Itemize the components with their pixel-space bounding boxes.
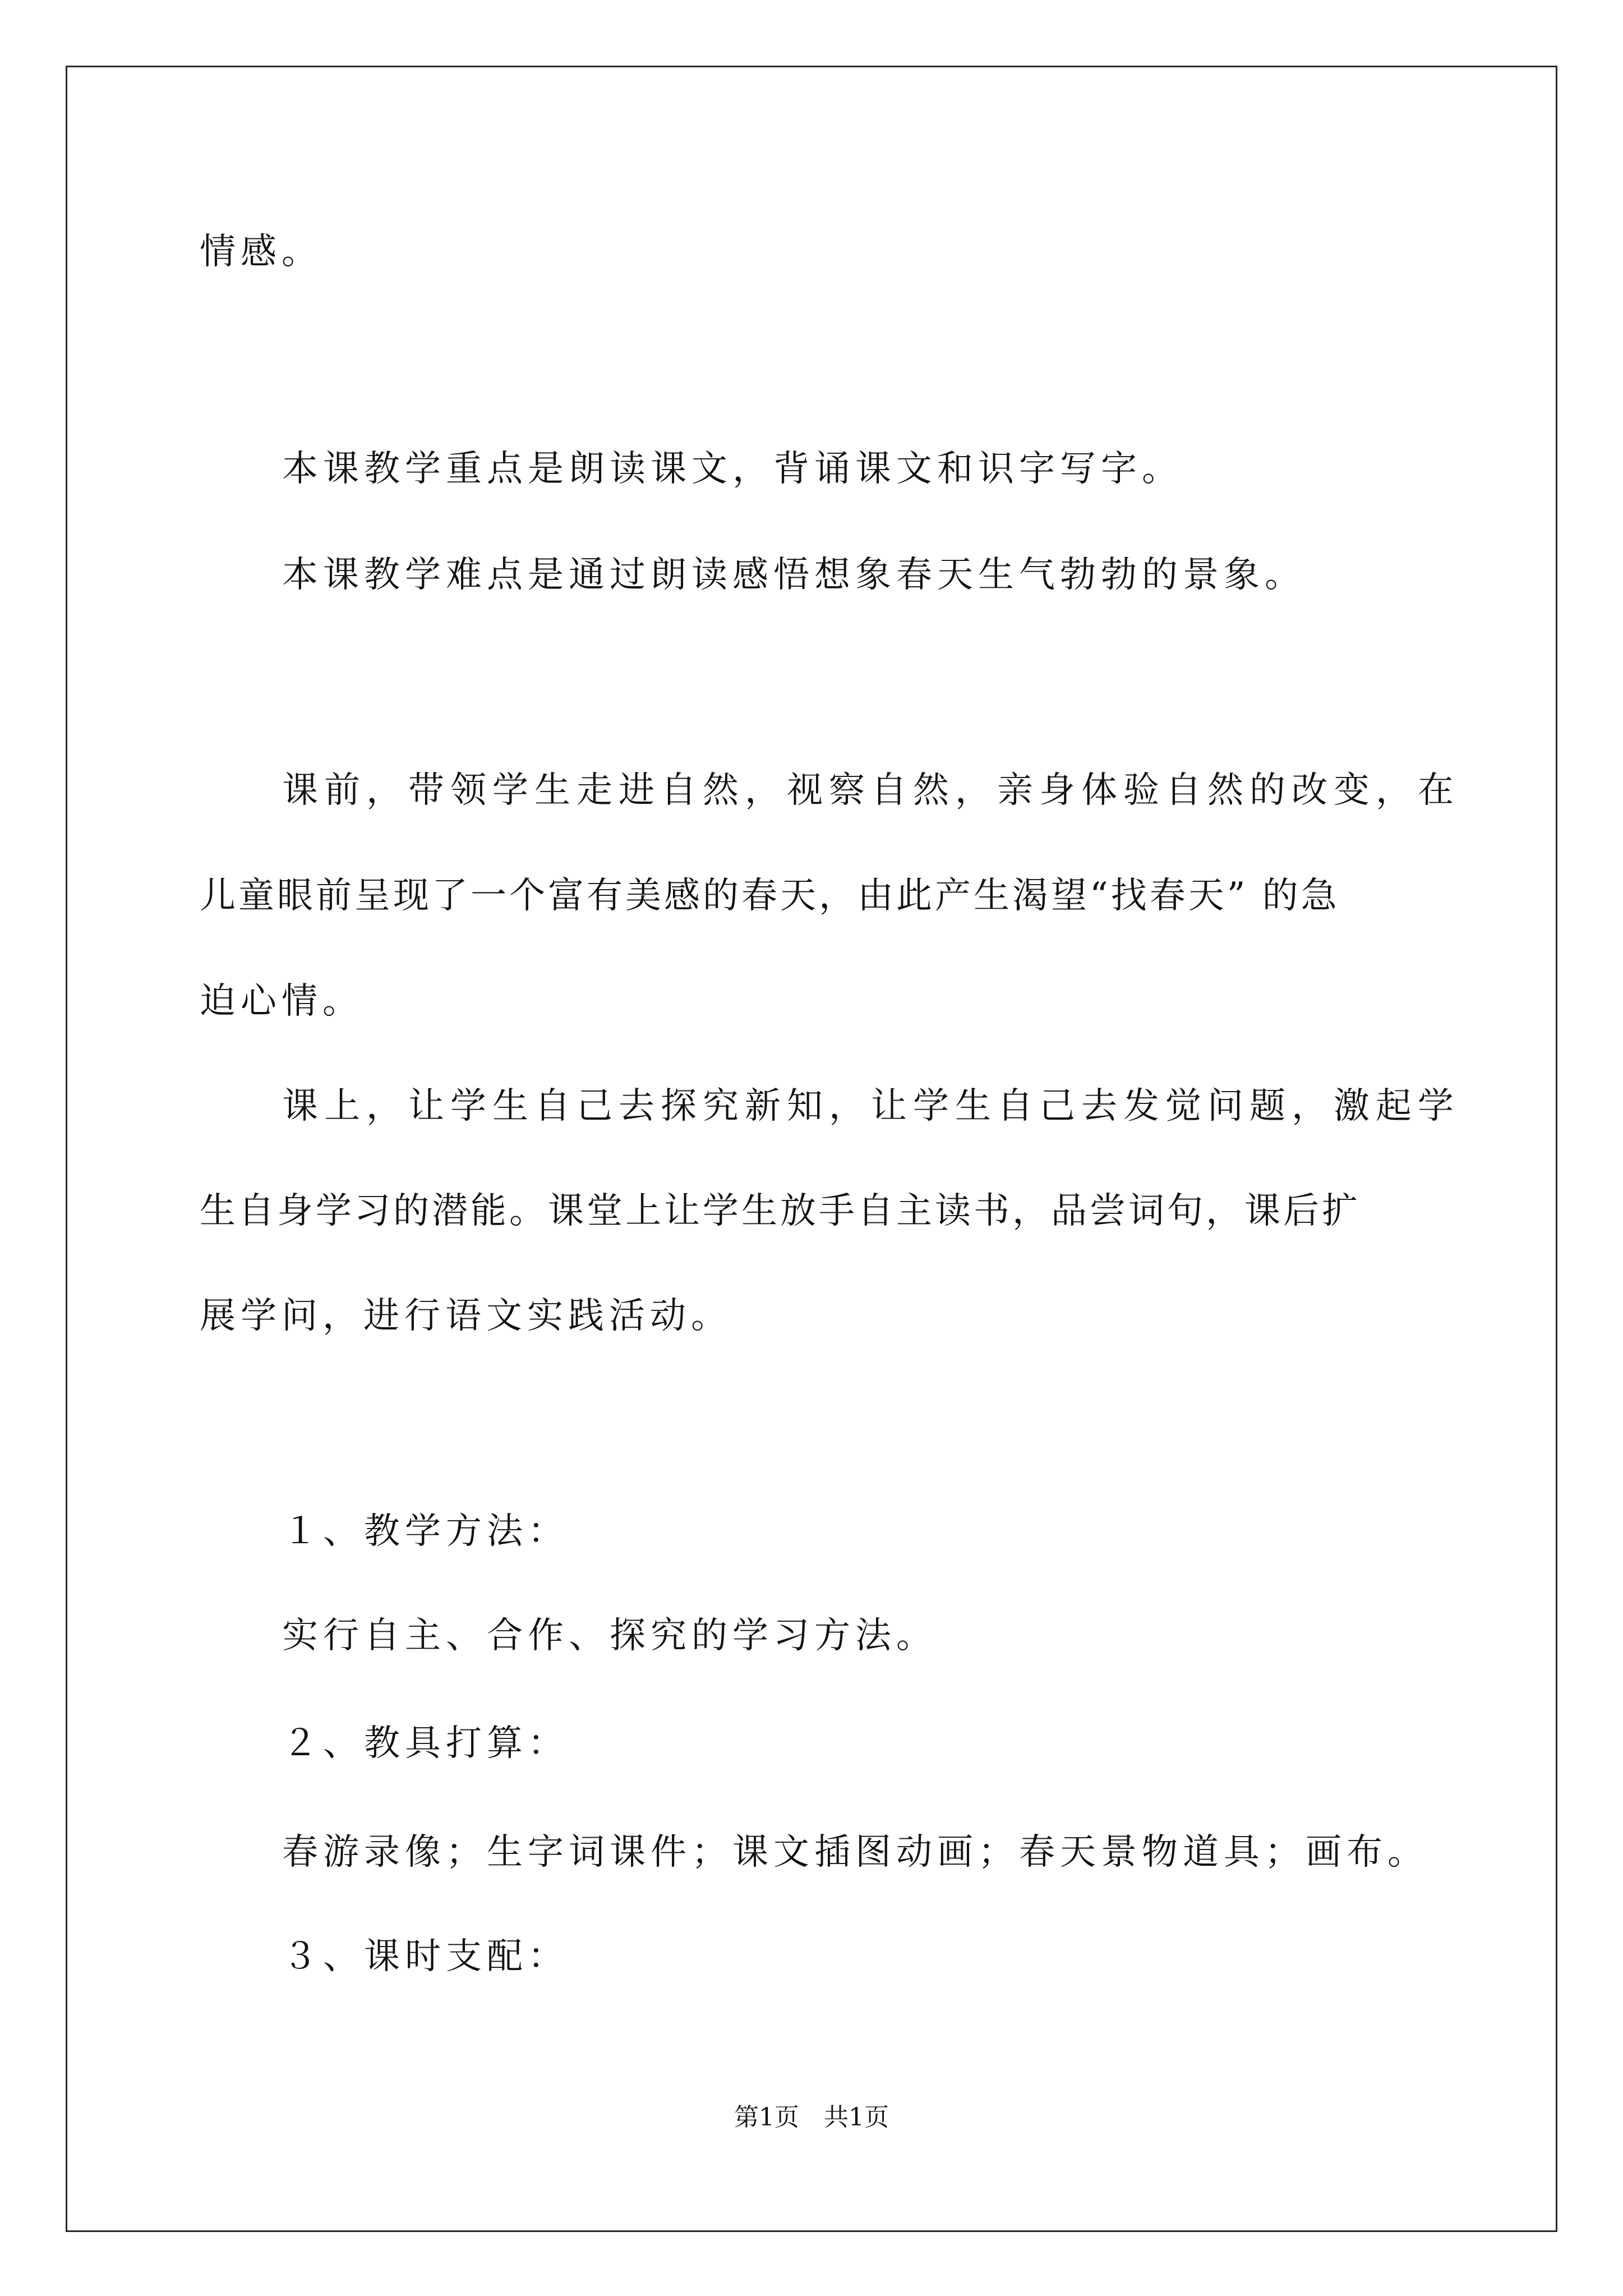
text-line-6: 迫心情。 (200, 981, 363, 1022)
text-line-12: ２、教具打算： (282, 1723, 569, 1764)
text-line-2: 本课教学重点是朗读课文，背诵课文和识字写字。 (282, 448, 1183, 490)
page-number-footer: 第1页 共1页 (734, 2103, 889, 2132)
text-line-7: 课上，让学生自己去探究新知，让学生自己去发觉问题，激起学 (282, 1085, 1460, 1127)
text-line-4: 课前，带领学生走进自然，视察自然，亲身体验自然的改变，在 (282, 770, 1460, 811)
text-line-9: 展学问，进行语文实践活动。 (200, 1295, 732, 1337)
text-line-10: １、教学方法： (282, 1511, 569, 1552)
text-line-8: 生自身学习的潜能。课堂上让学生放手自主读书，品尝词句，课后扩 (200, 1190, 1361, 1232)
text-line-14: ３、课时支配： (282, 1936, 569, 1977)
page-border (66, 66, 1557, 2232)
text-line-11: 实行自主、合作、探究的学习方法。 (282, 1615, 937, 1657)
text-line-5: 儿童眼前呈现了一个富有美感的春天，由此产生渴望“找春天” 的急 (200, 875, 1340, 917)
text-line-13: 春游录像；生字词课件；课文插图动画；春天景物道具；画布。 (282, 1832, 1428, 1873)
text-line-3: 本课教学难点是通过朗读感悟想象春天生气勃勃的景象。 (282, 554, 1306, 596)
text-line-1: 情感。 (200, 231, 322, 273)
